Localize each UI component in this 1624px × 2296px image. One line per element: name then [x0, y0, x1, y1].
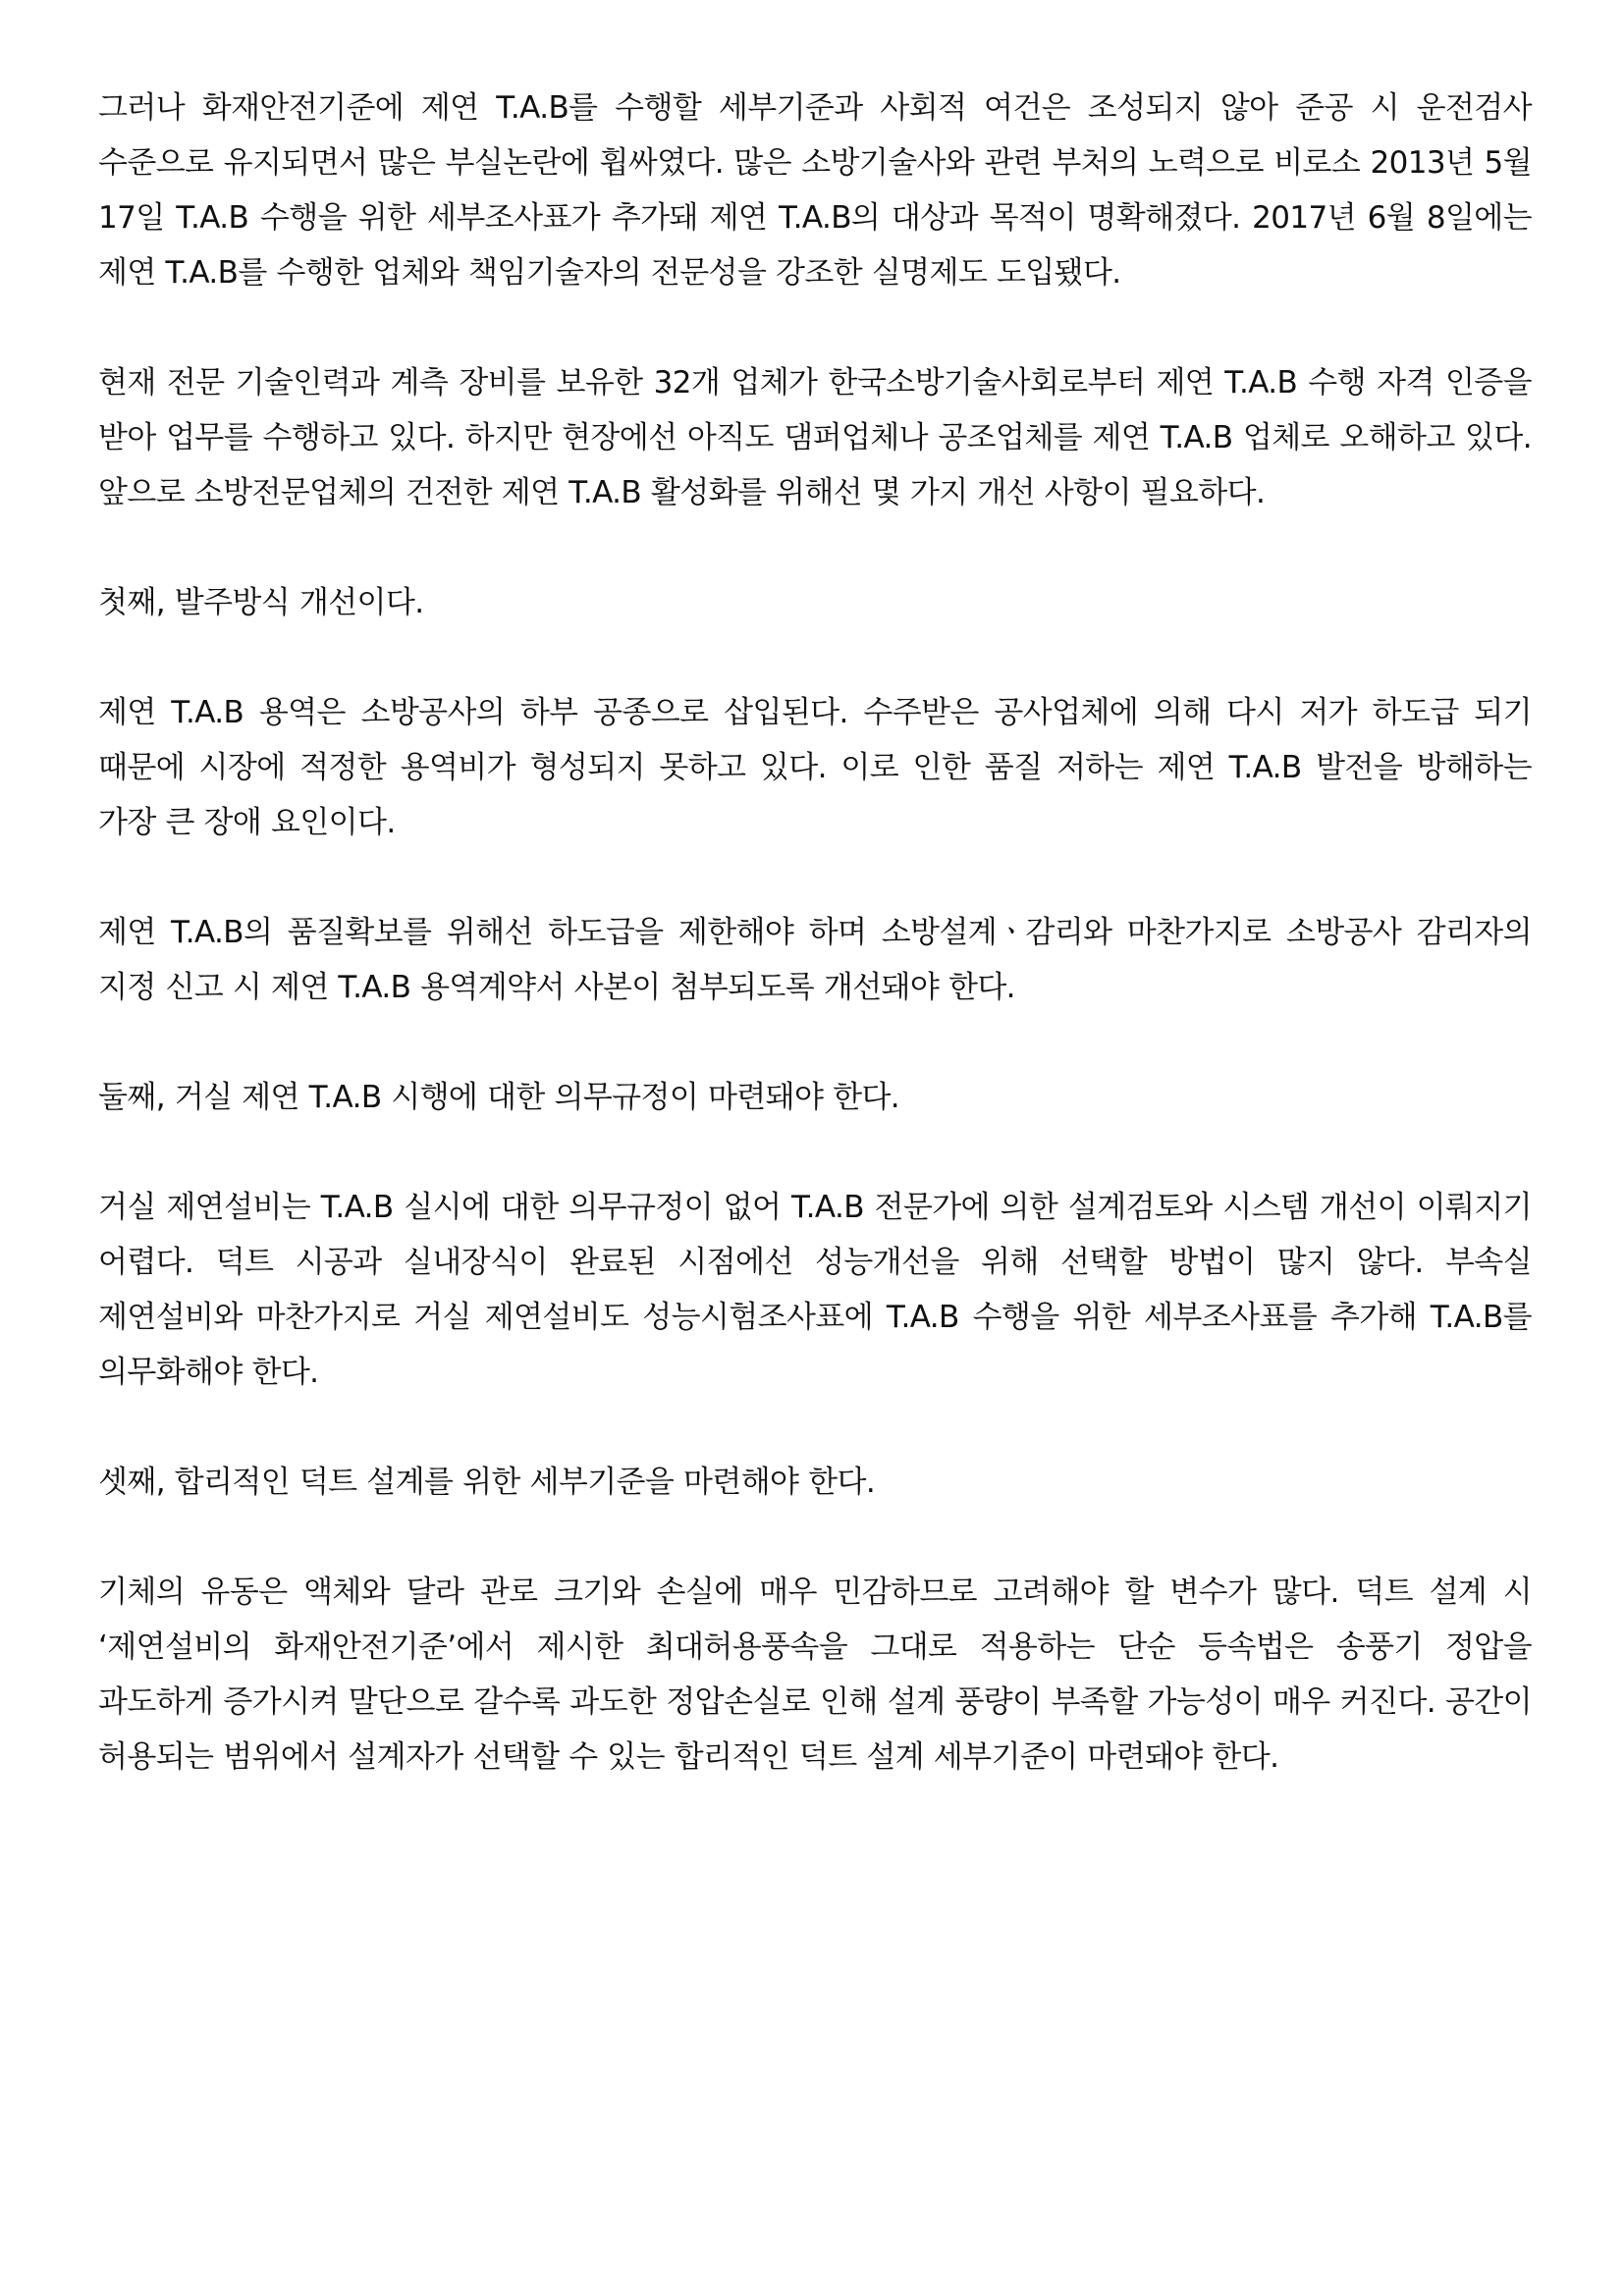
- heading-third-duct-design: 셋째, 합리적인 덕트 설계를 위한 세부기준을 마련해야 한다.: [98, 1465, 876, 1500]
- heading-first-ordering-method: 첫째, 발주방식 개선이다.: [98, 585, 424, 620]
- heading-second-room-smoke-control: 둘째, 거실 제연 T.A.B 시행에 대한 의무규정이 마련돼야 한다.: [98, 1080, 900, 1115]
- paragraph-duct-design-criteria: 기체의 유동은 액체와 달라 관로 크기와 손실에 매우 민감하므로 고려해야 할 변수가 많다. 덕트 설계 시 ‘제연설비의 화재안전기준’에서 제시한 최대허용풍속을 그대로 적용하는 단순 등속법은 송풍기 정압을 과도하게 증가시켜 말단으로 갈수록 과도한 정압손실로 인해 설계 풍량이 부족할 가능성이 매우 커진다. 공간이 허용되는 범위에서 설계자가 선택할 수 있는 합리적인 덕트 설계 세부기준이 마련돼야 한다.: [98, 1575, 1532, 1775]
- paragraph-quality-assurance: 제연 T.A.B의 품질확보를 위해선 하도급을 제한해야 하며 소방설계ㆍ감리와 마찬가지로 소방공사 감리자의 지정 신고 시 제연 T.A.B 용역계약서 사본이 첨부되도록 개선돼야 한다.: [98, 915, 1532, 1005]
- paragraph-certified-companies: 현재 전문 기술인력과 계측 장비를 보유한 32개 업체가 한국소방기술사회로부터 제연 T.A.B 수행 자격 인증을 받아 업무를 수행하고 있다. 하지만 현장에선 아직도 댐퍼업체나 공조업체를 제연 T.A.B 업체로 오해하고 있다. 앞으로 소방전문업체의 건전한 제연 T.A.B 활성화를 위해선 몇 가지 개선 사항이 필요하다.: [98, 365, 1532, 510]
- paragraph-room-smoke-control-mandate: 거실 제연설비는 T.A.B 실시에 대한 의무규정이 없어 T.A.B 전문가에 의한 설계검토와 시스템 개선이 이뤄지기 어렵다. 덕트 시공과 실내장식이 완료된 시점에선 성능개선을 위해 선택할 방법이 많지 않다. 부속실 제연설비와 마찬가지로 거실 제연설비도 성능시험조사표에 T.A.B 수행을 위한 세부조사표를 추가해 T.A.B를 의무화해야 한다.: [98, 1190, 1532, 1390]
- paragraph-fire-safety-standard-history: 그러나 화재안전기준에 제연 T.A.B를 수행할 세부기준과 사회적 여건은 조성되지 않아 준공 시 운전검사 수준으로 유지되면서 많은 부실논란에 휩싸였다. 많은 소방기술사와 관련 부처의 노력으로 비로소 2013년 5월 17일 T.A.B 수행을 위한 세부조사표가 추가돼 제연 T.A.B의 대상과 목적이 명확해졌다. 2017년 6월 8일에는 제연 T.A.B를 수행한 업체와 책임기술자의 전문성을 강조한 실명제도 도입됐다.: [98, 90, 1532, 291]
- paragraph-subcontracting-problem: 제연 T.A.B 용역은 소방공사의 하부 공종으로 삽입된다. 수주받은 공사업체에 의해 다시 저가 하도급 되기 때문에 시장에 적정한 용역비가 형성되지 못하고 있다. 이로 인한 품질 저하는 제연 T.A.B 발전을 방해하는 가장 큰 장애 요인이다.: [98, 695, 1532, 840]
- article-body: [98, 80, 1532, 1840]
